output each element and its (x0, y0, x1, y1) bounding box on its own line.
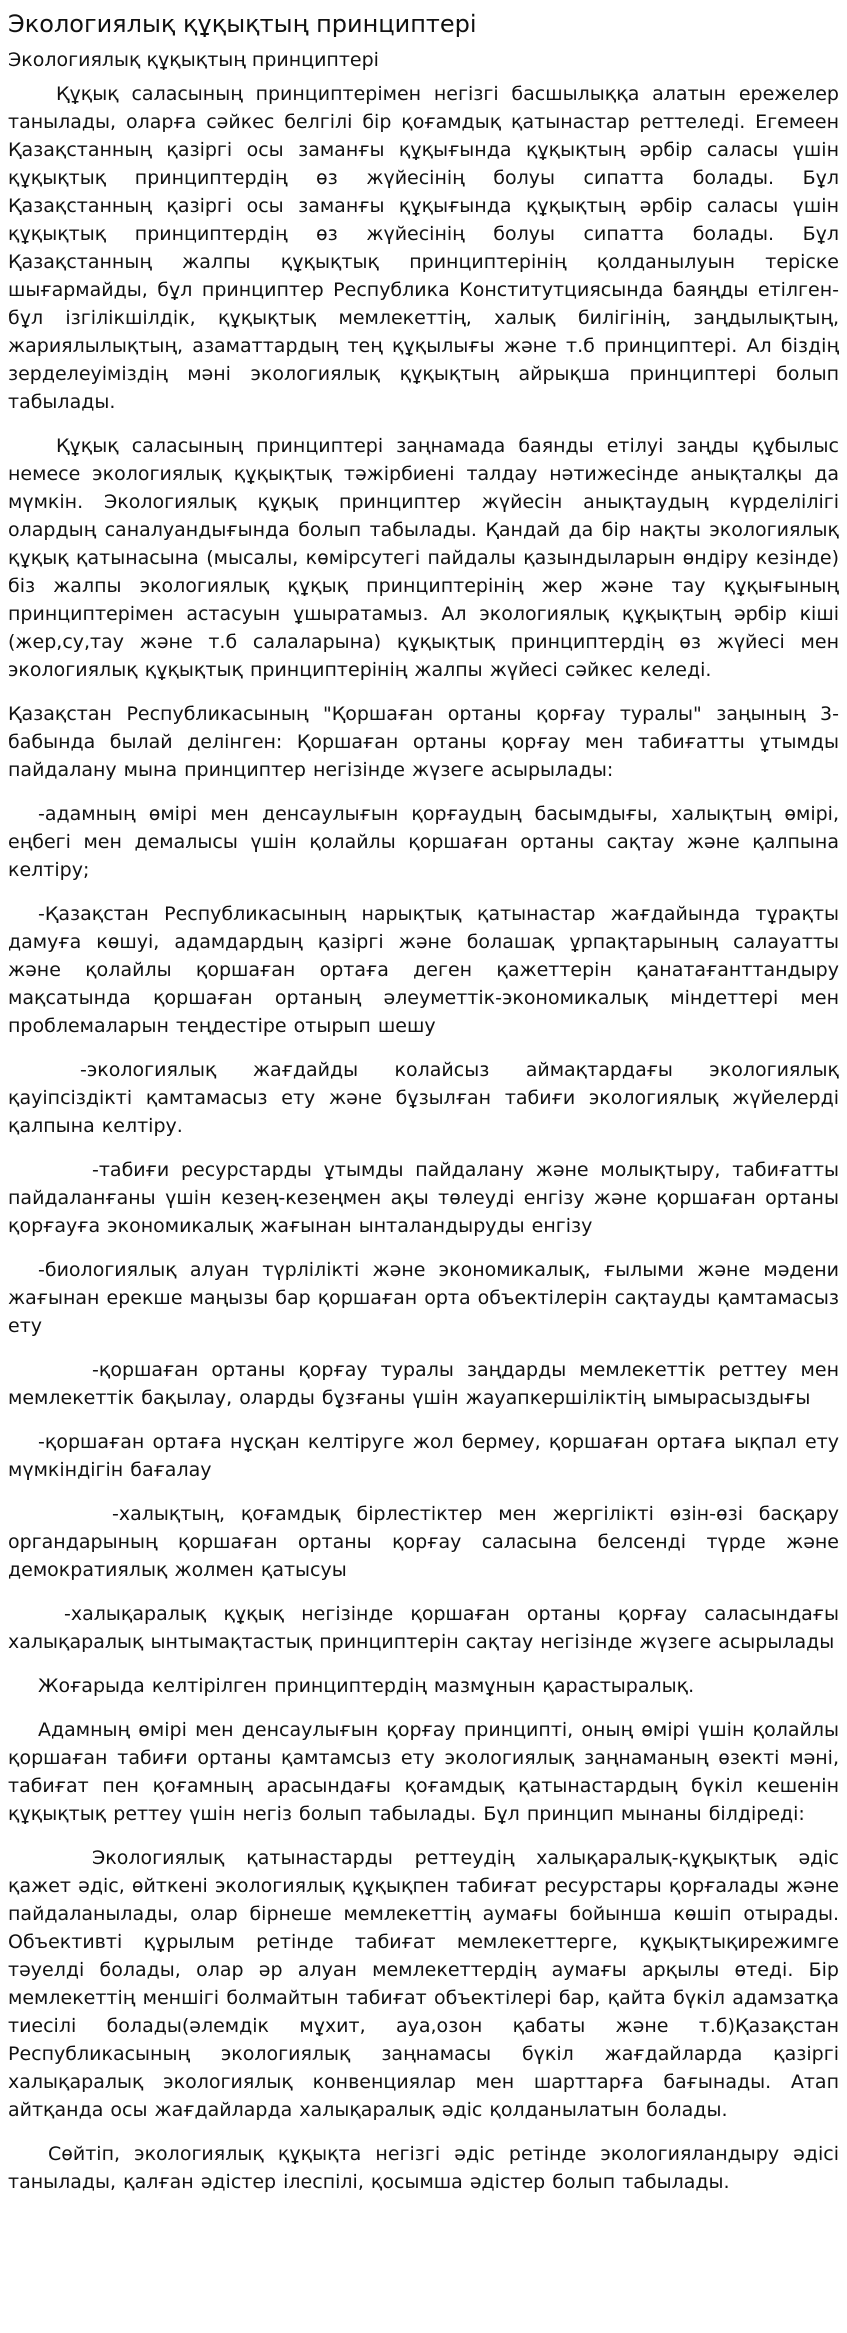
paragraph-health-principle: Адамның өмірі мен денсаулығын қорғау принципті, оның өмірі үшін қолайлы қоршаған табиғи ортаны қамтамсыз ету экологиялық заңнаманың өзекті мәні, табиғат пен қоғамның арасындағы қоғамдық қатынастардың бүкіл кешенін құқықтық реттеу үшін негіз болып табылады. Бұл принцип мынаны білдіреді: (8, 1719, 839, 1825)
principle-item-1: -адамның өмірі мен денсаулығын қорғаудың басымдығы, халықтың өмірі, еңбегі мен демалысы үшін қолайлы қоршаған ортаны сақтау және қалпына келтіру; (8, 803, 839, 881)
principle-item-8: -халықтың, қоғамдық бірлестіктер мен жергілікті өзін-өзі басқару органдарының қоршаған ортаны қорғау саласына белсенді түрде және демократиялық жолмен қатысуы (8, 1503, 839, 1581)
principle-item-2: -Қазақстан Республикасының нарықтық қатынастар жағдайында тұрақты дамуға көшуі, адамдардың қазіргі және болашақ ұрпақтарының салауатты және қолайлы қоршаған ортаға деген қажеттерін қанатағанттандыру мақсатында қоршаған ортаның әлеуметтік-экономикалық міндеттері мен проблемаларын теңдестіре отырып шешу (8, 903, 839, 1037)
principle-item-7: -қоршаған ортаға нұсқан келтіруге жол бермеу, қоршаған ортаға ықпал ету мүмкіндігін бағалау (8, 1431, 839, 1481)
principle-item-6: -қоршаған ортаны қорғау туралы заңдарды мемлекеттік реттеу мен мемлекеттік бақылау, оларды бұзғаны үшін жауапкершіліктің ымырасыздығы (8, 1359, 839, 1409)
page-title: Экологиялық құқықтың принциптері (8, 10, 477, 38)
paragraph-review: Жоғарыда келтірілген принциптердің мазмұнын қарастыралық. (38, 1675, 695, 1697)
paragraph-law-article: Қазақстан Республикасының "Қоршаған ортаны қорғау туралы" заңының 3-бабында былай делінген: Қоршаған ортаны қорғау мен табиғатты ұтымды пайдалану мына принциптер негізінде жүзеге асырылады: (8, 703, 839, 781)
paragraph-intro: Құқық саласының принциптерімен негізгі басшылыққа алатын ережелер танылады, оларға сәйкес белгілі бір қоғамдық қатынастар реттеледі. Егемеен Қазақстанның қазіргі осы заманғы құқығында құқықтың әрбір саласы үшін құқықтық принциптердің өз жүйесінің болуы сипатта болады. Бұл Қазақстанның қазіргі осы заманғы құқығында құқықтың әрбір саласы үшін құқықтық принциптердің өз жүйесінің болуы сипатта болады. Бұл Қазақстанның жалпы құқықтық принциптерінің қолданылуын теріске шығармайды, бұл принциптер Республика Конститутциясында баяңды етілген- бұл ізгілікшілдік, құқықтық мемлекеттің, халық билігінің, заңдылықтың, жариялылықтың, азаматтардың тең құқылығы және т.б принциптері. Ал біздің зерделеуіміздің мәні экологиялық құқықтың айрықша принциптері болып табылады. (8, 83, 839, 413)
paragraph-international-method: Экологиялық қатынастарды реттеудің халықаралық-құқықтық әдіс қажет әдіс, өйткені экологиялық құқықпен табиғат ресурстары қорғалады және пайдаланылады, олар бірнеше мемлекеттің аумағы бойынша көшіп отырады. Объективті құрылым ретінде табиғат мемлекеттерге, құқықтықирежимге тәуелді болады, олар әр алуан мемлекеттердің аумағы арқылы өтеді. Бір мемлекеттің меншігі болмайтын табиғат объектілері бар, қайта бүкіл адамзатқа тиесілі болады(әлемдік мұхит, ауа,озон қабаты және т.б)Қазақстан Республикасының экологиялық заңнамасы бүкіл жағдайларда қазіргі халықаралық экологиялық конвенциялар мен шарттарға бағынады. Атап айтқанда осы жағдайларда халықаралық әдіс қолданылатын болады. (8, 1847, 839, 2121)
principle-item-9: -халықаралық құқық негізінде қоршаған ортаны қорғау саласындағы халықаралық ынтымақтастық принциптерін сақтау негізінде жүзеге асырылады (8, 1603, 839, 1653)
principle-item-4: -табиғи ресурстарды ұтымды пайдалану және молықтыру, табиғатты пайдаланғаны үшін кезең-кезеңмен ақы төлеуді енгізу және қоршаған ортаны қорғауға экономикалық жағынан ынталандыруды енгізу (8, 1159, 839, 1237)
principle-item-3: -экологиялық жағдайды колайсыз аймақтардағы экологиялық қауіпсіздікті қамтамасыз ету және бұзылған табиғи экологиялық жүйелерді қалпына келтіру. (8, 1059, 839, 1137)
paragraph-sources: Құқық саласының принциптері заңнамада баянды етілуі заңды құбылыс немесе экологиялық құқықтық тәжірбиені талдау нәтижесінде анықталқы да мүмкін. Экологиялық құқық принциптер жүйесін анықтаудың күрделілігі олардың саналуандығында болып табылады. Қандай да бір нақты экологиялық құқық қатынасына (мысалы, көмірсутегі пайдалы қазындыларын өндіру кезінде) біз жалпы экологиялық құқық принциптерінің жер және тау құқығының принциптерімен астасуын ұшыратамыз. Ал экологиялық құқықтың әрбір кіші (жер,су,тау және т.б салаларына) құқықтық принциптердің өз жүйесі мен экологиялық құқықтық принциптерінің жалпы жүйесі сәйкес келеді. (8, 435, 839, 681)
page-subtitle: Экологиялық құқықтың принциптері (8, 49, 379, 71)
principle-item-5: -биологиялық алуан түрлілікті және экономикалық, ғылыми және мәдени жағынан ерекше маңызы бар қоршаған орта объектілерін сақтауды қамтамасыз ету (8, 1259, 839, 1337)
paragraph-conclusion: Сөйтіп, экологиялық құқықта негізгі әдіс ретінде экологияландыру әдісі танылады, қалған әдістер ілеспілі, қосымша әдістер болып табылады. (8, 2143, 839, 2193)
